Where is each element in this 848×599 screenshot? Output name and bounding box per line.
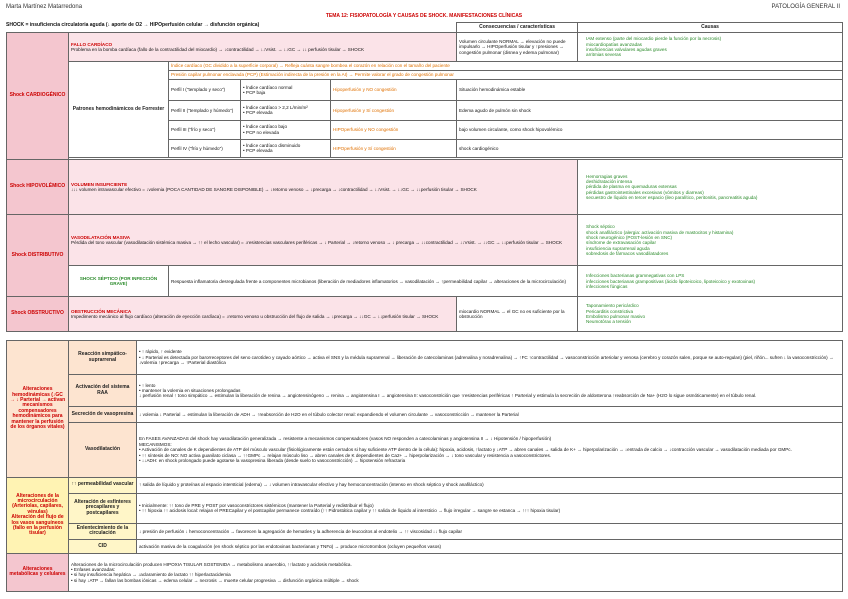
obst-causes: • Taponamiento pericárdico • Pericarditis constrictiva • Embolismo pulmonar masivo • Neumotórax a tensión: [578, 297, 843, 332]
pattern-state: HIPOperfusión y Sí congestión: [331, 139, 457, 157]
micro-desc: activación masiva de la coagulación (en shock séptico por las endotoxinas bacterianas y TNFα) → produce microtrombos (ocluyen pequeños vasos): [137, 539, 843, 553]
pattern-state: Hipoperfusión y NO congestión: [331, 80, 457, 100]
micro-name: ↑↑ permeabilidad vascular: [69, 477, 137, 493]
mechanism-name: Vasodilatación: [69, 423, 137, 477]
micro-desc: ↑ salida de líquido y proteínas al espacio intersticial (edema) → ↓ volumen intravascular efectivo y hay hemoconcentración (intenso en shock séptico y shock anafiláctico): [137, 477, 843, 493]
pattern-name: Perfil III ("frío y seco"): [169, 121, 241, 139]
septic-causes: • Infecciones bacterianas gramnegativas con LPS • infecciones bacterianas grampositivas (ácido lipoteicoico, lipoteicoico y exotoxinas) • infecciones fúngicas: [578, 266, 843, 297]
pattern-values: • Índice cardíaco disminuido • PCP elevada: [241, 139, 331, 157]
pattern-values: • Índice cardíaco bajo • PCP no elevada: [241, 121, 331, 139]
obst-label: Shock OBSTRUCTIVO: [7, 297, 69, 332]
micro-name: Enlentecimiento de la circulación: [69, 523, 137, 539]
mechanism-desc: En FASES AVANZADAS del shock hay vasodilatación generalizada → resistente a mecanismos compensadores (vasos NO responden a catecolaminas y angiotensina II → ↓ Hipotensión / hipoperfusión) MECANISMOS: • Activación de canales de K dependientes de ATP del músculo vascular (fisiológicamente están cerrados si hay suficiente ATP dentro de la célula): hipoxia, acidosis, ↑lactato y ↓ATP → abren canales → salida de K+ → hiperpolarización → ↓entrada de calcio → ↓contracción vascular → vasodilatación mediada por GMPc. • ↑↑ síntesis de NO: NO activa guanilato ciclasa → ↑↑GMPc → relajan músculo liso → abren canales de K dependientes de Ca2+ → hiperpolarización → ↓ tono vascular y resistencia a vasoconstrictores. • ↓↓ADH: en shock prolongado puede agotarse la vasopresina liberada (desde suelo to vasoconstricción) → hipotensión refractaria: [137, 423, 843, 477]
obst-text: OBSTRUCCIÓN MECÁNICA Impedimento mecánico al flujo cardíaco (alteración de eyección cardíaca) = ↓retorno venoso u obstrucción del flujo de salida → ↓precarga → ↓↓GC → ↓↓perfusión tisular → SHOCK: [69, 297, 457, 332]
subject: PATOLOGÍA GENERAL II: [771, 4, 840, 10]
shock-types-table: [6, 22, 843, 332]
col-causes: Causas: [578, 23, 843, 33]
distrib-label: Shock DISTRIBUTIVO: [7, 215, 69, 297]
distrib-causes: • Shock séptico • shock anafiláctico (alergia: activación masiva de mastocitos y histamina) • shock neurogénico (POST-lesión en SNC) • síndrome de extravasación capilar • insuficiencia suprarrenal aguda • sobredosis de fármacos vasodilatadores: [578, 215, 843, 266]
mechanism-name: Reacción simpático-suprarrenal: [69, 341, 137, 375]
hipo-causes: • Hemorragias graves • deshidratación intensa • pérdida de plasma en quemaduras extensas • pérdidas gastrointestinales excesivas (vómitos y diarreas) • secuestro de líquido en tercer espacio (ileo paralítico, peritonitis, pancreatitis aguda): [578, 160, 843, 215]
septic-label: SHOCK SÉPTICO (POR INFECCIÓN GRAVE): [69, 266, 169, 297]
mechanism-desc: ↓ volemia ↓ Parterial → estimulan la liberación de ADH → ↑reabsorción de H2O en el túbulo colector renal: expandiendo el volumen circulante → vasoconstricción → mantener la Parterial: [137, 407, 843, 423]
mechanism-desc: • ↑ rápido, ↑ evidente • ↓ Parterial es detectada por barorreceptores del seno carotídeo y cayado aórtico → activa el SNS y la médula suprarrenal → liberación de catecolaminas (adrenalina y noradrenalina) → ↑FC ↑contractilidad → vasoconstricción arteriolar y venosa (cerebro y corazón salen, porque se auto-regulan) (piel, riñón... sufren ↓ la vasoconstricción) → ↓volemia ↑precarga → ↑Parterial diastólica: [137, 341, 843, 375]
pattern-desc: Edema agudo de pulmón sin shock: [457, 100, 843, 120]
pcp-definition: Presión capilar pulmonar enclavada (PCP) (Estimación indirecta de la presión en la AI) → Permite valorar el grado de congestión pulmonar: [169, 71, 843, 80]
mechanism-desc: • ↑ lento • mantener la volemia en situaciones prolongadas ↓ perfusión renal ↑ tono simpático → estimulan la liberación de renina → angiotensinógeno → renina → angiotensina I → angiotensina II: vasoconstrición que ↑resistencias periféricas ↑ Parterial y estimula la secreción de aldosterona ↑reabsorción de Na+ (H2O lo sigue osmóticamente) en el túbulo renal.: [137, 375, 843, 407]
pattern-values: • Índice cardíaco normal • PCP baja: [241, 80, 331, 100]
mechanism-name: Secreción de vasopresina: [69, 407, 137, 423]
pattern-desc: bajo volumen circulante, como shock hipovolémico: [457, 121, 843, 139]
micro-desc: ↓ presión de perfusión ↓ hemoconcentración → favorecen la agregación de hematíes y la adherencia de leucocitos al endotelio → ↑↑ viscosidad ↓↓ flujo capilar: [137, 523, 843, 539]
pattern-name: Perfil IV ("frío y húmedo"): [169, 139, 241, 157]
col-consequences: Consecuencias / características: [457, 23, 578, 33]
cardio-causes: • IAM extenso (parte del miocardio pierde la función por la necrosis) • miocardiopatías avanzadas • insuficiencias valvulares agudas graves • arritmias severas: [578, 33, 843, 62]
page-title: TEMA 12: FISIOPATOLOGÍA Y CAUSAS DE SHOCK. MANIFESTACIONES CLÍNICAS: [325, 13, 523, 19]
micro-desc: • Inicialmente: ↑↑ tono de PRE y POST por vasoconstrictores sistémicos (mantener la Parterial y redistribuir el flujo) • ↑↑ hipoxia ↑↑ acidosis local: relajan el PRECapilar y el postcapilar permanece contraído (↑↑ Pidrostática capilar y ↑↑ salida de líquido al intersticio → flujo irregular → sangre se estanca → ↑↑↑ hipoxia tisular): [137, 493, 843, 523]
pattern-name: Perfil II ("templado y húmedo"): [169, 100, 241, 120]
distrib-text: VASODILATACIÓN MASIVA Pérdida del tono vascular (vasodilatación sistémica masiva → ↑↑ el lecho vascular) = ↓resistencias vasculares periféricas → ↓ Parterial → ↓retorno venoso → ↓ precarga → ↓↓contractilidad → ↓↓Vsist. → ↓↓GC → ↓↓perfusión tisular → SHOCK: [69, 215, 578, 266]
septic-text: Respuesta inflamatoria desregulada frente a componentes microbianos (liberación de mediadores inflamatorios → vasodilatación → ↑permeabilidad capilar → alteraciones de la microcirculación): [169, 266, 578, 297]
pattern-desc: shock cardiogénico: [457, 139, 843, 157]
pattern-state: Hipoperfusión y Sí congestión: [331, 100, 457, 120]
author: Marta Martínez Matarredona: [6, 4, 83, 10]
hemodynamic-label: Alteraciones hemodinámicas (↓GC → ↓ Parterial → activan mecanismos compensadores hemodinámicos para mantener la perfusión de los órganos vitales): [7, 341, 69, 478]
pathophysiology-table: [6, 340, 843, 592]
hipo-label: Shock HIPOVOLÉMICO: [7, 160, 69, 215]
shock-definition: SHOCK = insuficiencia circulatoria aguda (↓ aporte de O2 → HIPOperfusión celular → disfunción orgánica): [6, 22, 260, 28]
mechanism-name: Activación del sistema RAA: [69, 375, 137, 407]
pattern-values: • Índice cardíaco > 2,2 L/min/m² • PCP elevada: [241, 100, 331, 120]
hipo-text: VOLUMEN INSUFICIENTE ↓↓↓ volumen intravascular efectivo = ↓volemia (POCA CANTIDAD DE SANGRE DISPONIBLE) → ↓retorno venoso → ↓precarga → ↓contractilidad → ↓↓Vsist. → ↓↓GC → ↓↓perfusión tisular → SHOCK: [69, 160, 578, 215]
microcirculation-label: Alteraciones de la microcirculación (Arteriolas, capilares, vénulas) Alteración del flujo de los vasos sanguíneos (fallo en la perfusión tisular): [7, 477, 69, 553]
forrester-label: Patrones hemodinámicos de Forrester: [69, 61, 169, 157]
pattern-state: HIPOperfusión y NO congestión: [331, 121, 457, 139]
indice-definition: Índice cardíaco (GC dividido a la superficie corporal) → Refleja cuánta sangre bombea el corazón en relación con el tamaño del paciente: [169, 61, 843, 70]
metabolic-desc: Alteraciones de la microcirculación producen HIPOXIA TISULAR SOSTENIDA → metabolismo anaerobio, ↑↑lactato y acidosis metabólica. • Enfases avanzadas: • si hay insuficiencia hepática → ↓aclaramiento de lactato ↑↑ hiperlactacidemia • si hay ↓ATP → fallan las bombas iónicas → edema celular → necrosis → muerte celular progresiva → disfunción orgánica múltiple → shock: [69, 553, 843, 591]
pattern-name: Perfil I ("templado y seco"): [169, 80, 241, 100]
micro-name: CID: [69, 539, 137, 553]
cardio-fallo: FALLO CARDÍACO Problema en la bomba cardíaca (fallo de la contractilidad del miocardio) → ↓contractilidad → ↓↓Vsist. → ↓↓GC → ↓↓ perfusión tisular → SHOCK: [69, 33, 457, 62]
micro-name: Alteración de esfínteres precapilares y postcapilares: [69, 493, 137, 523]
cardio-consequences: Volumen circulante NORMAL → elevación no puede impulsarlo → HIPOperfusión tisular y ↑presiones → congestión pulmonar (disnea y edema pulmonar): [457, 33, 578, 62]
pattern-desc: Situación hemodinámica estable: [457, 80, 843, 100]
metabolic-label: Alteraciones metabólicas y celulares: [7, 553, 69, 591]
cardio-label: Shock CARDIOGÉNICO: [7, 33, 69, 160]
obst-consequences: miocardio NORMAL → el GC no es suficiente por la obstrucción: [457, 297, 578, 332]
